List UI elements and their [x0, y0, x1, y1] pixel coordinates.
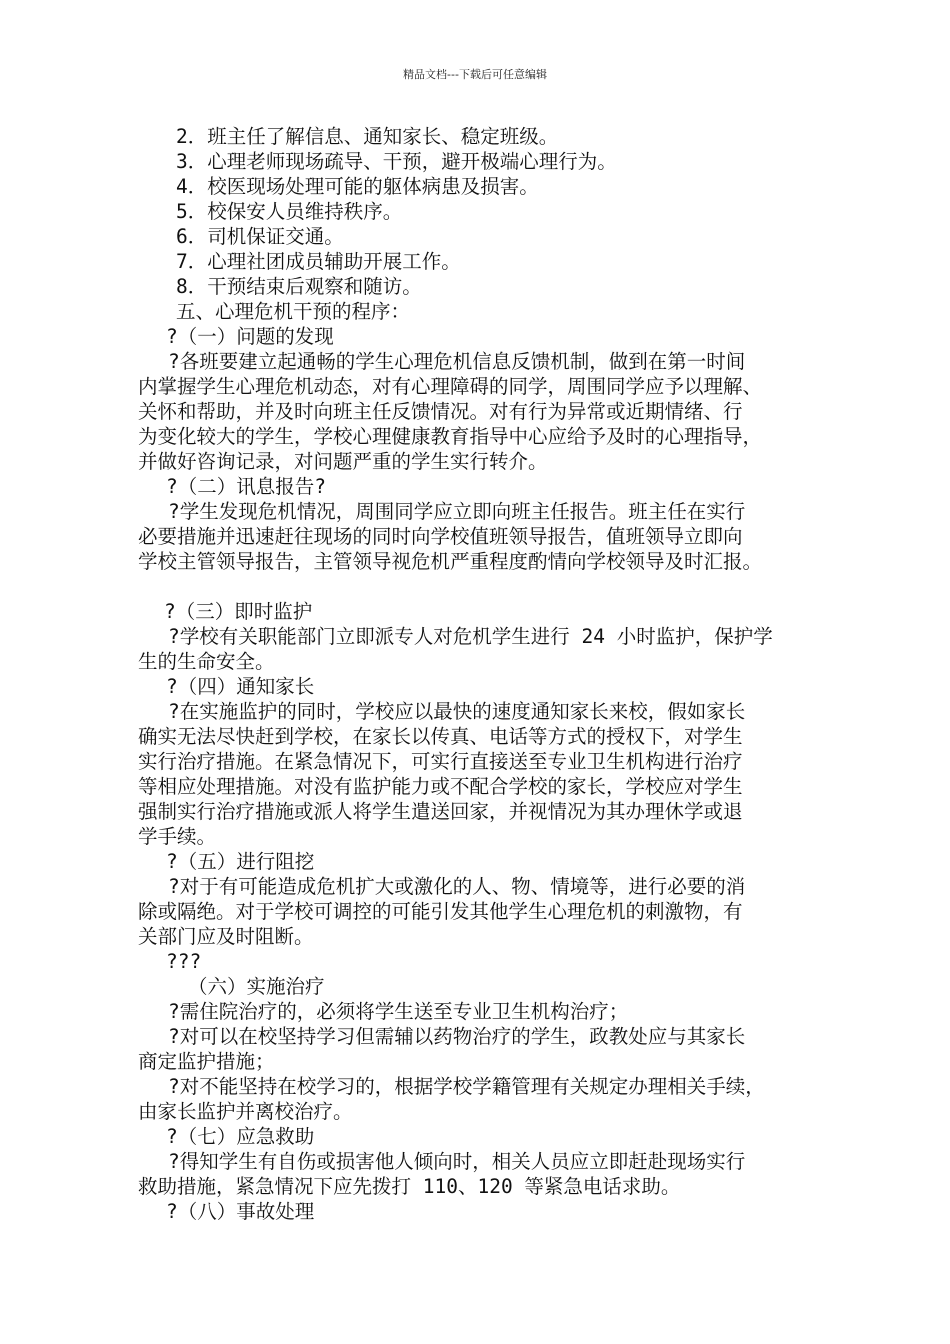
paragraph-line: 必要措施并迅速赶往现场的同时向学校值班领导报告，值班领导立即向 [138, 525, 743, 548]
section-heading-5: 五、心理危机干预的程序： [176, 300, 411, 323]
paragraph-line: 商定监护措施； [138, 1050, 275, 1073]
paragraph-line: ?在实施监护的同时，学校应以最快的速度通知家长来校，假如家长 [168, 700, 746, 723]
paragraph-line: 生的生命安全。 [138, 650, 275, 673]
paragraph-line: 学校主管领导报告，主管领导视危机严重程度酌情向学校领导及时汇报。 [138, 550, 763, 573]
list-item-3: 3．心理老师现场疏导、干预，避开极端心理行为。 [176, 150, 617, 173]
paragraph-line: ?各班要建立起通畅的学生心理危机信息反馈机制，做到在第一时间 [168, 350, 746, 373]
list-item-2: 2．班主任了解信息、通知家长、稳定班级。 [176, 125, 559, 148]
paragraph-line: 由家长监护并离校治疗。 [138, 1100, 353, 1123]
paragraph-line: 强制实行治疗措施或派人将学生遣送回家，并视情况为其办理休学或退 [138, 800, 743, 823]
paragraph-line: ?得知学生有自伤或损害他人倾向时，相关人员应立即赶赴现场实行 [168, 1150, 746, 1173]
list-item-8: 8．干预结束后观察和随访。 [176, 275, 422, 298]
list-item-6: 6．司机保证交通。 [176, 225, 344, 248]
subheading-8: ?（八）事故处理 [166, 1200, 315, 1223]
page-header: 精品文档---下载后可任意编辑 [403, 68, 547, 81]
paragraph-line: 为变化较大的学生，学校心理健康教育指导中心应给予及时的心理指导， [138, 425, 763, 448]
subheading-2: ?（二）讯息报告? [166, 475, 326, 498]
paragraph-line: 关部门应及时阻断。 [138, 925, 314, 948]
paragraph-line: ?对于有可能造成危机扩大或激化的人、物、情境等，进行必要的消 [168, 875, 746, 898]
subheading-6: （六）实施治疗 [188, 975, 325, 998]
paragraph-line: 内掌握学生心理危机动态，对有心理障碍的同学，周围同学应予以理解、 [138, 375, 763, 398]
paragraph-line: 除或隔绝。对于学校可调控的可能引发其他学生心理危机的刺激物，有 [138, 900, 743, 923]
paragraph-line: 关怀和帮助，并及时向班主任反馈情况。对有行为异常或近期情绪、行 [138, 400, 743, 423]
list-item-7: 7．心理社团成员辅助开展工作。 [176, 250, 461, 273]
paragraph-line: 学手续。 [138, 825, 217, 848]
blank-line [138, 574, 838, 599]
paragraph-line: 确实无法尽快赶到学校，在家长以传真、电话等方式的授权下，对学生 [138, 725, 743, 748]
subheading-4: ?（四）通知家长 [166, 675, 315, 698]
list-item-4: 4．校医现场处理可能的躯体病患及损害。 [176, 175, 539, 198]
paragraph-line: 并做好咨询记录，对问题严重的学生实行转介。 [138, 450, 548, 473]
paragraph-line: ?对可以在校坚持学习但需辅以药物治疗的学生，政教处应与其家长 [168, 1025, 746, 1048]
paragraph-line: ?学校有关职能部门立即派专人对危机学生进行 24 小时监护，保护学 [168, 625, 773, 648]
subheading-7: ?（七）应急救助 [166, 1125, 315, 1148]
placeholder-marks: ??? [166, 950, 202, 973]
paragraph-line: 实行治疗措施。在紧急情况下，可实行直接送至专业卫生机构进行治疗 [138, 750, 743, 773]
list-item-5: 5．校保安人员维持秩序。 [176, 200, 403, 223]
paragraph-line: ?对不能坚持在校学习的，根据学校学籍管理有关规定办理相关手续， [168, 1075, 765, 1098]
document-body [138, 124, 838, 1224]
subheading-1: ?（一）问题的发现 [166, 325, 334, 348]
paragraph-line: ?学生发现危机情况，周围同学应立即向班主任报告。班主任在实行 [168, 500, 746, 523]
paragraph-line: ?需住院治疗的，必须将学生送至专业卫生机构治疗； [168, 1000, 629, 1023]
paragraph-line: 等相应处理措施。对没有监护能力或不配合学校的家长，学校应对学生 [138, 775, 743, 798]
subheading-3: ?（三）即时监护 [164, 600, 313, 623]
subheading-5: ?（五）进行阻挖 [166, 850, 315, 873]
paragraph-line: 救助措施，紧急情况下应先拨打 110、120 等紧急电话求助。 [138, 1175, 681, 1198]
